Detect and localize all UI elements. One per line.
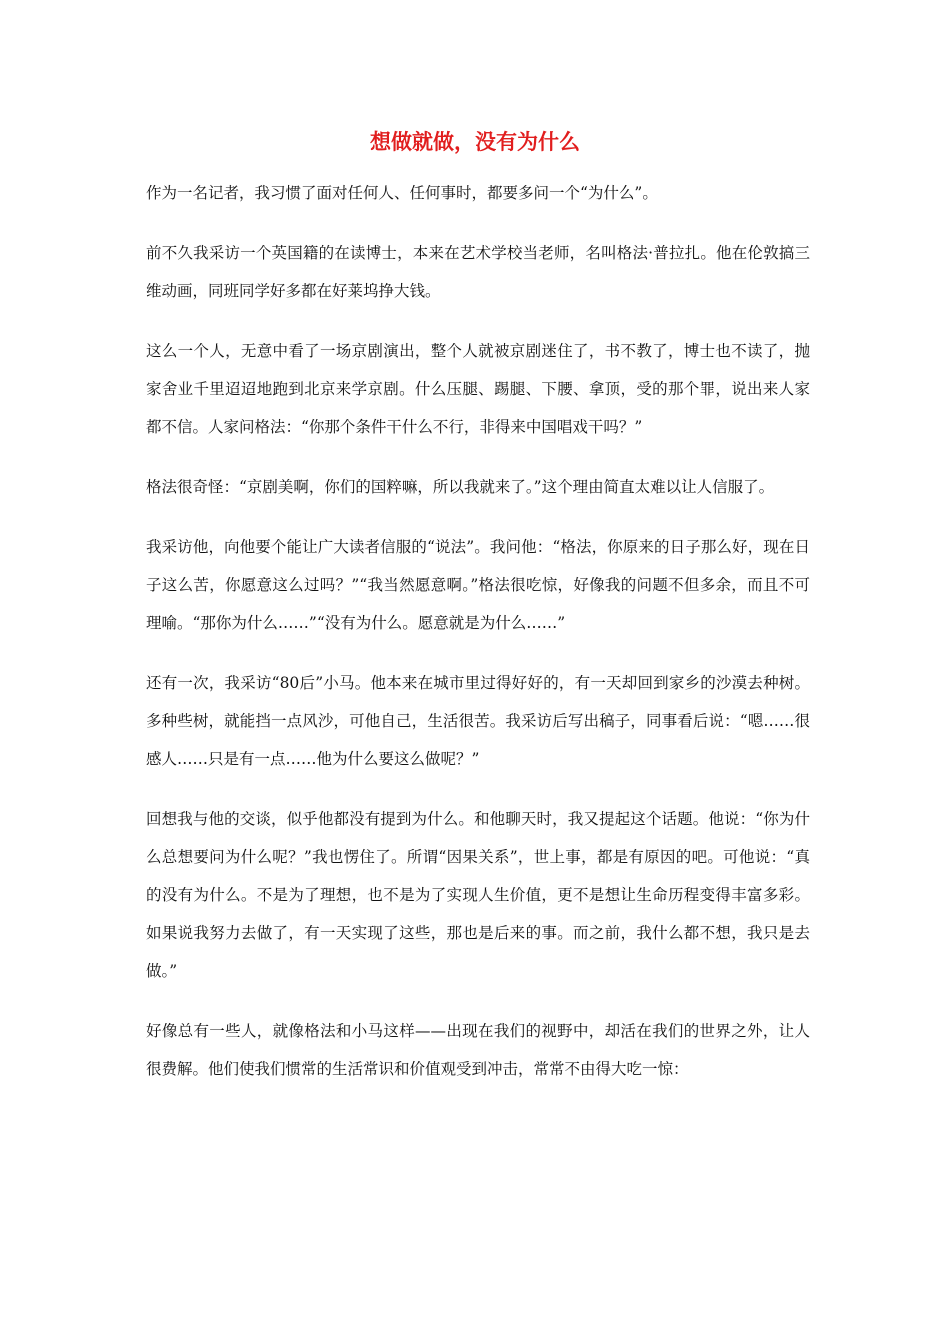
paragraph-3: 这么一个人，无意中看了一场京剧演出，整个人就被京剧迷住了，书不教了，博士也不读了，抛家舍业千里迢迢地跑到北京来学京剧。什么压腿、踢腿、下腰、拿顶，受的那个罪，说出来人家都不信。人家问格法：“你那个条件干什么不行，非得来中国唱戏干吗？” bbox=[146, 342, 810, 436]
paragraph-6: 还有一次，我采访“80后”小马。他本来在城市里过得好好的，有一天却回到家乡的沙漠去种树。多种些树，就能挡一点风沙，可他自己，生活很苦。我采访后写出稿子，同事看后说：“嗯……很感人……只是有一点……他为什么要这么做呢？” bbox=[146, 674, 810, 768]
paragraph-1: 作为一名记者，我习惯了面对任何人、任何事时，都要多问一个“为什么”。 bbox=[146, 184, 658, 202]
paragraph-2: 前不久我采访一个英国籍的在读博士，本来在艺术学校当老师，名叫格法·普拉扎。他在伦敦搞三维动画，同班同学好多都在好莱坞挣大钱。 bbox=[146, 244, 810, 300]
article-body bbox=[146, 174, 810, 1110]
paragraph-5: 我采访他，向他要个能让广大读者信服的“说法”。我问他：“格法，你原来的日子那么好，现在日子这么苦，你愿意这么过吗？”“我当然愿意啊。”格法很吃惊，好像我的问题不但多余，而且不可理喻。“那你为什么……”“没有为什么。愿意就是为什么……” bbox=[146, 538, 810, 632]
paragraph-4: 格法很奇怪：“京剧美啊，你们的国粹嘛，所以我就来了。”这个理由简直太难以让人信服了。 bbox=[146, 478, 775, 496]
paragraph-8: 好像总有一些人，就像格法和小马这样——出现在我们的视野中，却活在我们的世界之外，让人很费解。他们使我们惯常的生活常识和价值观受到冲击，常常不由得大吃一惊： bbox=[146, 1022, 810, 1078]
article-title: 想做就做，没有为什么 bbox=[370, 129, 580, 154]
paragraph-7: 回想我与他的交谈，似乎他都没有提到为什么。和他聊天时，我又提起这个话题。他说：“你为什么总想要问为什么呢？”我也愣住了。所谓“因果关系”，世上事，都是有原因的吧。可他说：“真的没有为什么。不是为了理想，也不是为了实现人生价值，更不是想让生命历程变得丰富多彩。如果说我努力去做了，有一天实现了这些，那也是后来的事。而之前，我什么都不想，我只是去做。” bbox=[146, 810, 810, 980]
